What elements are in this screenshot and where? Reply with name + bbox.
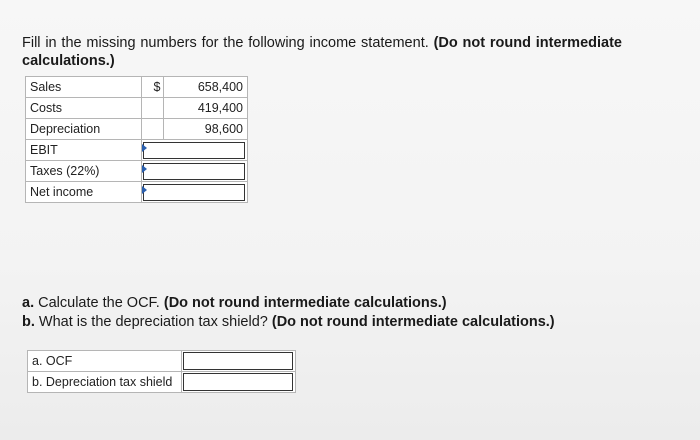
row-label: Depreciation bbox=[26, 119, 142, 140]
currency-cell bbox=[142, 119, 164, 140]
answers-table bbox=[27, 350, 296, 393]
question-a-text: Calculate the OCF. bbox=[38, 295, 164, 311]
depreciation-value: 98,600 bbox=[164, 119, 248, 140]
table-row-ebit bbox=[26, 140, 248, 161]
table-row-depreciation-tax-shield bbox=[28, 372, 296, 393]
question-b-prefix: b. bbox=[22, 314, 35, 330]
question-a bbox=[22, 294, 555, 313]
table-row-net-income bbox=[26, 182, 248, 203]
income-statement-table bbox=[25, 76, 248, 203]
taxes-input[interactable] bbox=[143, 163, 245, 180]
question-b-text: What is the depreciation tax shield? bbox=[38, 314, 272, 330]
currency-cell bbox=[142, 98, 164, 119]
instructions-bold: (Do not round intermediate calculations.) bbox=[22, 35, 622, 69]
question-b-bold: (Do not round intermediate calculations.) bbox=[271, 314, 555, 330]
tax-shield-input-cell bbox=[182, 372, 296, 393]
ocf-input[interactable] bbox=[183, 352, 293, 370]
input-arrow-icon bbox=[142, 165, 147, 173]
table-row-ocf bbox=[28, 351, 296, 372]
question-b bbox=[22, 313, 555, 332]
row-label: EBIT bbox=[26, 140, 142, 161]
ebit-input-cell bbox=[142, 140, 248, 161]
questions bbox=[22, 294, 555, 332]
question-a-prefix: a. bbox=[22, 295, 35, 311]
costs-value: 419,400 bbox=[164, 98, 248, 119]
ebit-input[interactable] bbox=[143, 142, 245, 159]
sales-value: 658,400 bbox=[164, 77, 248, 98]
table-row-sales bbox=[26, 77, 248, 98]
net-income-input[interactable] bbox=[143, 184, 245, 201]
row-label: a. OCF bbox=[28, 351, 182, 372]
row-label: Net income bbox=[26, 182, 142, 203]
table-row-depreciation bbox=[26, 119, 248, 140]
table-row-costs bbox=[26, 98, 248, 119]
row-label: Taxes (22%) bbox=[26, 161, 142, 182]
ocf-input-cell bbox=[182, 351, 296, 372]
row-label: b. Depreciation tax shield bbox=[28, 372, 182, 393]
question-a-bold: (Do not round intermediate calculations.) bbox=[163, 295, 447, 311]
net-income-input-cell bbox=[142, 182, 248, 203]
row-label: Sales bbox=[26, 77, 142, 98]
input-arrow-icon bbox=[142, 144, 147, 152]
input-arrow-icon bbox=[142, 186, 147, 194]
row-label: Costs bbox=[26, 98, 142, 119]
currency-symbol: $ bbox=[142, 77, 164, 98]
depreciation-tax-shield-input[interactable] bbox=[183, 373, 293, 391]
table-row-taxes bbox=[26, 161, 248, 182]
instructions bbox=[22, 34, 622, 70]
taxes-input-cell bbox=[142, 161, 248, 182]
instructions-text: Fill in the missing numbers for the following income statement. bbox=[22, 35, 434, 51]
